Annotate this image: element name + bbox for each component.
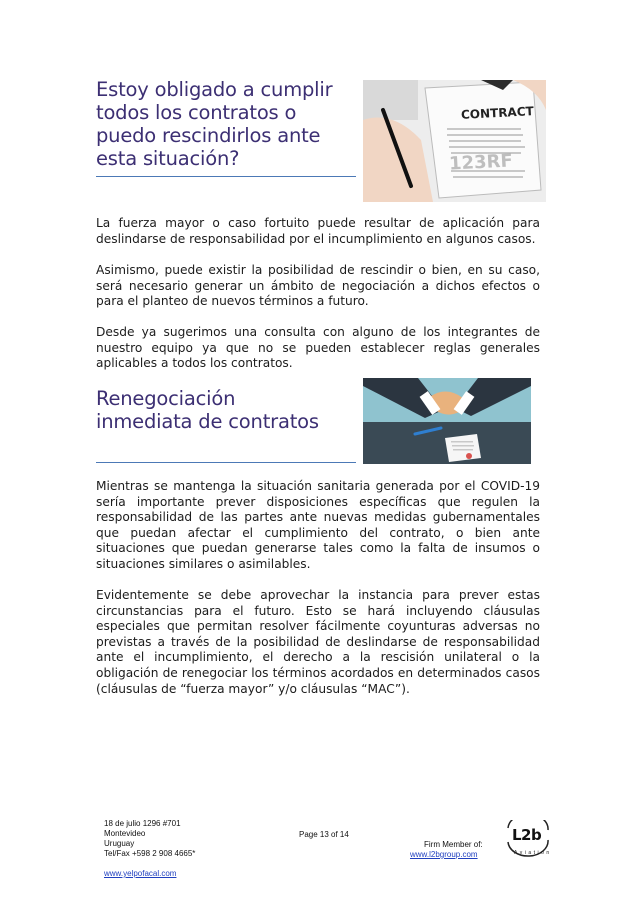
paragraph: La fuerza mayor o caso fortuito puede resultar de aplicación para deslindarse de responsabilidad por el incumplimiento en algunos casos.: [96, 216, 540, 246]
address-line: Montevideo: [104, 829, 146, 838]
address-line: Uruguay: [104, 839, 135, 848]
contract-photo: [363, 80, 546, 202]
title-line: esta situación?: [96, 147, 240, 170]
title-line: puedo rescindirlos ante: [96, 124, 321, 147]
address-line: Tel/Fax +598 2 908 4665*: [104, 849, 196, 858]
logo-subtext: Aviation: [514, 850, 552, 856]
title-line: inmediata de contratos: [96, 410, 319, 433]
section-divider: [96, 462, 356, 463]
l2b-aviation-logo: [502, 820, 554, 860]
handshake-illustration: [363, 378, 531, 464]
paragraph: Evidentemente se debe aprovechar la instancia para prever estas circunstancias para el futuro. Esto se hará incluyendo cláusulas especiales que permitan resolver fácilmente coyunturas adversas no previstas a través de la posibilidad de deslindarse de responsabilidad ante el incumplimiento, el derecho a la rescisión unilateral o la obligación de renegociar los términos acordados en determinados casos (cláusulas de “fuerza mayor” y/o cláusulas “MAC”).: [96, 588, 540, 696]
website-link[interactable]: www.yelpofacal.com: [104, 869, 177, 878]
firm-website-link[interactable]: www.l2bgroup.com: [410, 850, 478, 859]
contract-heading-text: CONTRACT: [460, 104, 535, 122]
footer-address: [104, 819, 195, 859]
page-number: Page 13 of 14: [299, 830, 349, 839]
address-line: 18 de julio 1296 #701: [104, 819, 181, 828]
title-line: todos los contratos o: [96, 101, 297, 124]
title-line: Renegociación: [96, 387, 236, 410]
paragraph: Mientras se mantenga la situación sanitaria generada por el COVID-19 sería importante prever disposiciones específicas que regulen la responsabilidad de las partes ante nuevas medidas gubernamentales que puedan afectar el cumplimiento del contrato, o bien ante situaciones que puedan generarse tales como la falta de insumos o situaciones similares o asimilables.: [96, 479, 540, 571]
logo-text: L2b: [512, 826, 542, 844]
firm-member-label: Firm Member of:: [424, 840, 483, 849]
watermark-text: 123RF: [448, 150, 514, 175]
section-title-contracts: [96, 78, 332, 170]
title-line: Estoy obligado a cumplir: [96, 78, 333, 101]
paragraph: Desde ya sugerimos una consulta con alguno de los integrantes de nuestro equipo ya que no se pueden establecer reglas generales aplicables a todos los contratos.: [96, 325, 540, 371]
paragraph: Asimismo, puede existir la posibilidad de rescindir o bien, en su caso, será necesario generar un ámbito de negociación a dichos efectos o para el planteo de nuevos términos a futuro.: [96, 263, 540, 309]
section-title-renegotiation: [96, 387, 319, 433]
section-divider: [96, 176, 356, 177]
